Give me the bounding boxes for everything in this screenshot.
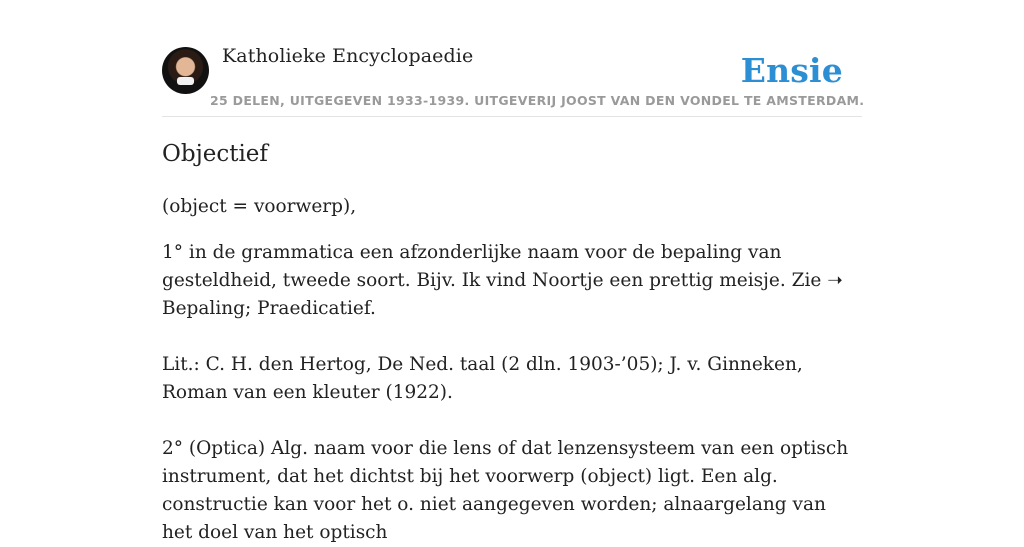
article-paragraph: 2° (Optica) Alg. naam voor die lens of dat lenzensysteem van een optisch instrument, dat het dichtst bij het voorwerp (object) ligt. Een alg. constructie kan voor het o. niet aangegeven worden; alnaargelang van het doel van het optisch bbox=[162, 438, 849, 543]
article-body bbox=[162, 139, 862, 547]
avatar-collar bbox=[177, 77, 194, 85]
source-subtitle: 25 DELEN, UITGEGEVEN 1933-1939. UITGEVERIJ JOOST VAN DEN VONDEL TE AMSTERDAM. bbox=[210, 93, 865, 108]
article-paragraph: Lit.: C. H. den Hertog, De Ned. taal (2 dln. 1903-’05); J. v. Ginneken, Roman van een kleuter (1922). bbox=[162, 354, 803, 403]
ensie-logo[interactable]: Ensie bbox=[740, 51, 843, 90]
source-title[interactable]: Katholieke Encyclopaedie bbox=[222, 45, 474, 67]
source-avatar[interactable] bbox=[162, 47, 209, 94]
article-title: Objectief bbox=[162, 141, 268, 167]
article-paragraph: 1° in de grammatica een afzonderlijke naam voor de bepaling van gesteldheid, tweede soort. Bijv. Ik vind Noortje een prettig meisje. Zie ➝ Bepaling; Praedicatief. bbox=[162, 242, 843, 319]
source-header bbox=[162, 42, 865, 117]
article-intro: (object = voorwerp), bbox=[162, 196, 357, 217]
